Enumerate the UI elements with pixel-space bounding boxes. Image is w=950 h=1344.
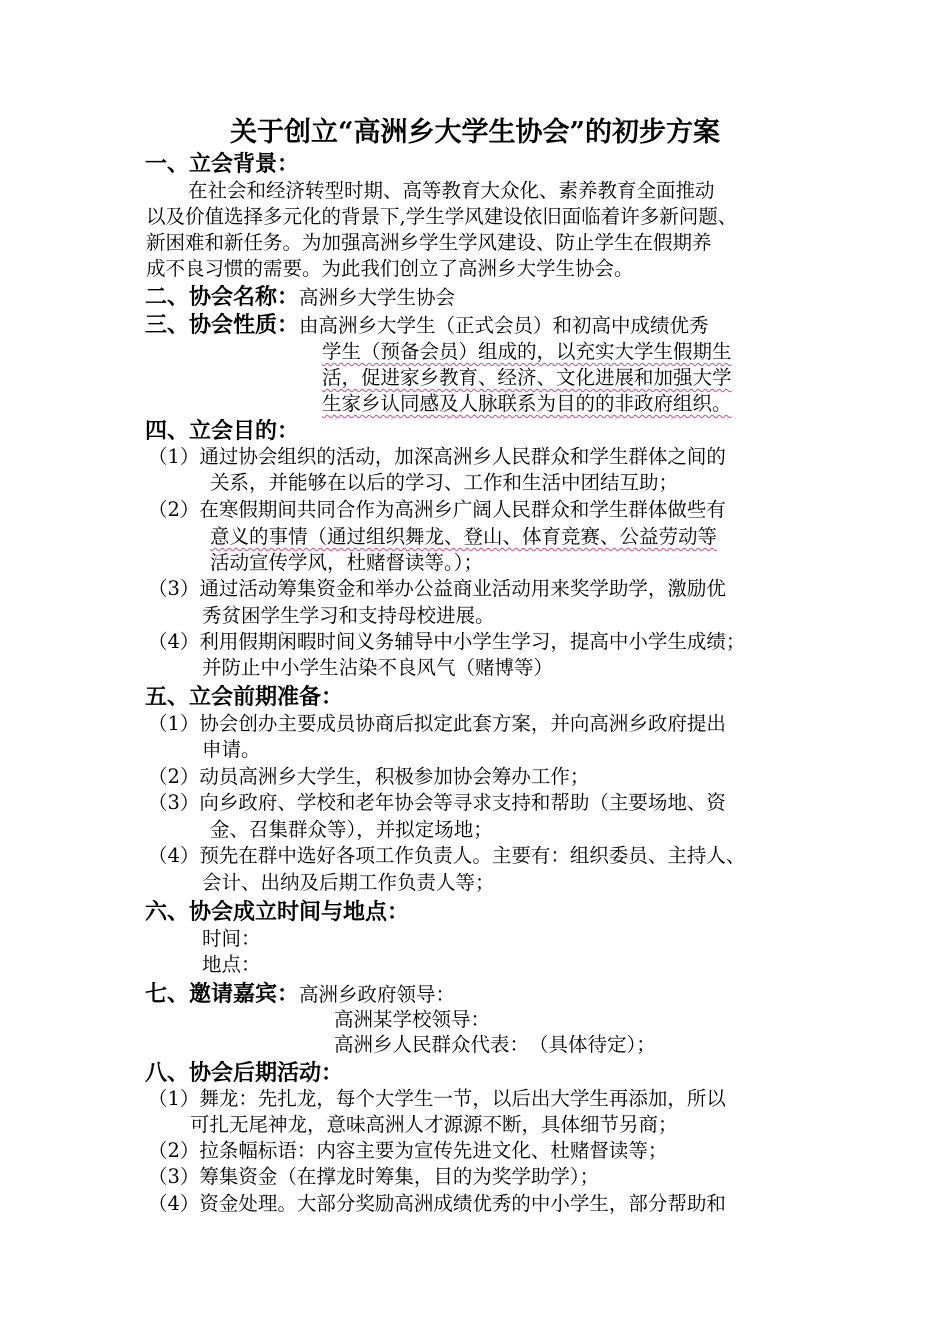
section-heading-preparation: 五、立会前期准备： bbox=[145, 684, 344, 710]
time-label: 时间： bbox=[202, 927, 261, 950]
list-item-line: （1）协会创办主要成员协商后拟定此套方案，并向高洲乡政府提出 bbox=[148, 712, 726, 735]
list-item-line: 会计、出纳及后期工作负责人等； bbox=[202, 871, 495, 894]
paragraph-line: 以及价值选择多元化的背景下,学生学风建设依旧面临着许多新问题、 bbox=[146, 205, 738, 228]
nature-line: 由高洲乡大学生（正式会员）和初高中成绩优秀 bbox=[299, 314, 709, 337]
list-item-line: （3）向乡政府、学校和老年协会等寻求支持和帮助（主要场地、资 bbox=[148, 791, 726, 814]
nature-line: 生家乡认同感及人脉联系为目的的非政府组织。 bbox=[322, 392, 732, 415]
list-item-line: 申请。 bbox=[202, 738, 261, 761]
document-title: 关于创立“高洲乡大学生协会”的初步方案 bbox=[229, 117, 721, 148]
list-item-line: （1）舞龙：先扎龙，每个大学生一节，以后出大学生再添加，所以 bbox=[148, 1087, 726, 1110]
guest-line: 高洲乡政府领导： bbox=[299, 983, 456, 1006]
list-item-line: 活动宣传学风，杜赌督读等。）； bbox=[210, 551, 484, 574]
list-item-line: （4）利用假期闲暇时间义务辅导中小学生学习，提高中小学生成绩； bbox=[148, 630, 746, 653]
list-item-line: （2）动员高洲乡大学生，积极参加协会筹办工作； bbox=[148, 765, 590, 788]
heading-label: 三、协会性质： bbox=[145, 312, 300, 338]
heading-label: 二、协会名称： bbox=[145, 284, 300, 310]
section-heading-purpose: 四、立会目的： bbox=[145, 418, 300, 444]
association-name: 高洲乡大学生协会 bbox=[299, 286, 456, 309]
list-item-line: 并防止中小学生沾染不良风气（赌博等） bbox=[202, 656, 554, 679]
section-heading-nature bbox=[145, 311, 709, 340]
list-item-line: 可扎无尾神龙，意味高洲人才源源不断，具体细节另商； bbox=[190, 1113, 678, 1136]
section-heading-time-place: 六、协会成立时间与地点： bbox=[145, 899, 410, 925]
heading-label: 七、邀请嘉宾： bbox=[145, 981, 300, 1007]
list-item-line: 金、召集群众等），并拟定场地； bbox=[210, 818, 493, 841]
paragraph-line: 在社会和经济转型时期、高等教育大众化、素养教育全面推动 bbox=[188, 179, 715, 202]
list-item-line: （4）预先在群中选好各项工作负责人。主要有：组织委员、主持人、 bbox=[148, 844, 746, 867]
nature-line: 活，促进家乡教育、经济、文化进展和加强大学 bbox=[322, 366, 732, 389]
list-item-line: 意义的事情（通过组织舞龙、登山、体育竞赛、公益劳动等 bbox=[210, 525, 718, 548]
section-heading-later-activities: 八、协会后期活动： bbox=[145, 1060, 344, 1086]
section-heading-guests bbox=[145, 980, 455, 1009]
list-item-line: （2）在寒假期间共同合作为高洲乡广阔人民群众和学生群体做些有 bbox=[148, 498, 726, 521]
list-item-line: 秀贫困学生学习和支持母校进展。 bbox=[202, 604, 495, 627]
paragraph-line: 成不良习惯的需要。为此我们创立了高洲乡大学生协会。 bbox=[146, 257, 634, 280]
list-item-line: （3）筹集资金（在撑龙时筹集，目的为奖学助学）； bbox=[148, 1165, 600, 1188]
paragraph-line: 新困难和新任务。为加强高洲乡学生学风建设、防止学生在假期养 bbox=[146, 231, 712, 254]
guest-line: 高洲某学校领导： bbox=[334, 1008, 491, 1031]
list-item-line: （1）通过协会组织的活动，加深高洲乡人民群众和学生群体之间的 bbox=[148, 445, 726, 468]
place-label: 地点： bbox=[202, 953, 261, 976]
list-item-line: （3）通过活动筹集资金和举办公益商业活动用来奖学助学，激励优 bbox=[148, 577, 726, 600]
list-item-line: （2）拉条幅标语：内容主要为宣传先进文化、杜赌督读等； bbox=[148, 1139, 668, 1162]
guest-line: 高洲乡人民群众代表： （具体待定）； bbox=[334, 1033, 656, 1056]
nature-line: 学生（预备会员）组成的，以充实大学生假期生 bbox=[322, 340, 732, 363]
section-heading-background: 一、立会背景： bbox=[145, 151, 300, 177]
list-item-line: （4）资金处理。大部分奖励高洲成绩优秀的中小学生，部分帮助和 bbox=[148, 1192, 726, 1215]
list-item-line: 关系，并能够在以后的学习、工作和生活中团结互助； bbox=[210, 471, 679, 494]
section-heading-name bbox=[145, 283, 455, 312]
